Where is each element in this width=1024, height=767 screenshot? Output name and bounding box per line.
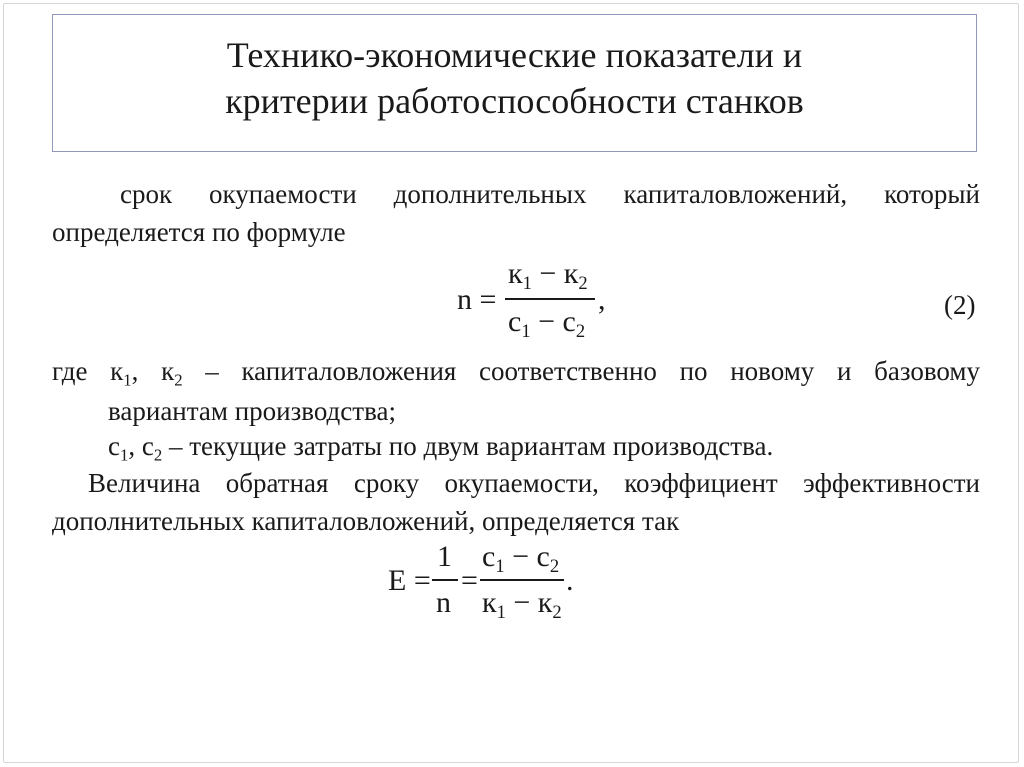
- slide-title-line-2: критерии работоспособности станков: [225, 81, 804, 121]
- slide-title-line-1: Технико-экономические показатели и: [226, 35, 803, 75]
- formula1-fraction-bar: [505, 298, 595, 300]
- formula2-fraction-bar: [480, 579, 564, 581]
- formula1-lhs: n =: [457, 283, 497, 316]
- para1-line2: определяется по формуле: [52, 217, 346, 247]
- formula2-period: .: [566, 564, 574, 597]
- formula2-f1-num: 1: [437, 540, 452, 573]
- formula1-comma: ,: [598, 283, 606, 316]
- title-box: [52, 14, 977, 152]
- para2-line1: Величина обратная сроку окупаемости, коэффициент эффективности: [88, 468, 980, 498]
- formula2-numerator: $с_1 - с_2$: [482, 540, 560, 577]
- formula2-lhs: E =: [388, 564, 431, 597]
- formula1-number: (2): [944, 290, 976, 320]
- costs-line: $с_1$, $с_2$ – текущие затраты по двум вариантам производства.: [108, 431, 774, 465]
- formula2-eq: =: [461, 564, 478, 597]
- formula2-f1-bar: [432, 579, 458, 581]
- formula1-numerator: $к_1 - к_2$: [508, 257, 588, 294]
- para1-line1: срок окупаемости дополнительных капиталовложений, который: [120, 179, 980, 209]
- formula2-denominator: $к_1 - к_2$: [482, 586, 562, 623]
- formula2-f1-den: n: [436, 586, 451, 619]
- para2-line2: дополнительных капиталовложений, определяется так: [52, 506, 680, 536]
- where-line1: где $к_1$, $к_2$ – капиталовложения соответственно по новому и базовому: [52, 356, 981, 390]
- formula1-denominator: $с_1 - с_2$: [508, 305, 586, 342]
- where-line2: вариантам производства;: [108, 396, 396, 426]
